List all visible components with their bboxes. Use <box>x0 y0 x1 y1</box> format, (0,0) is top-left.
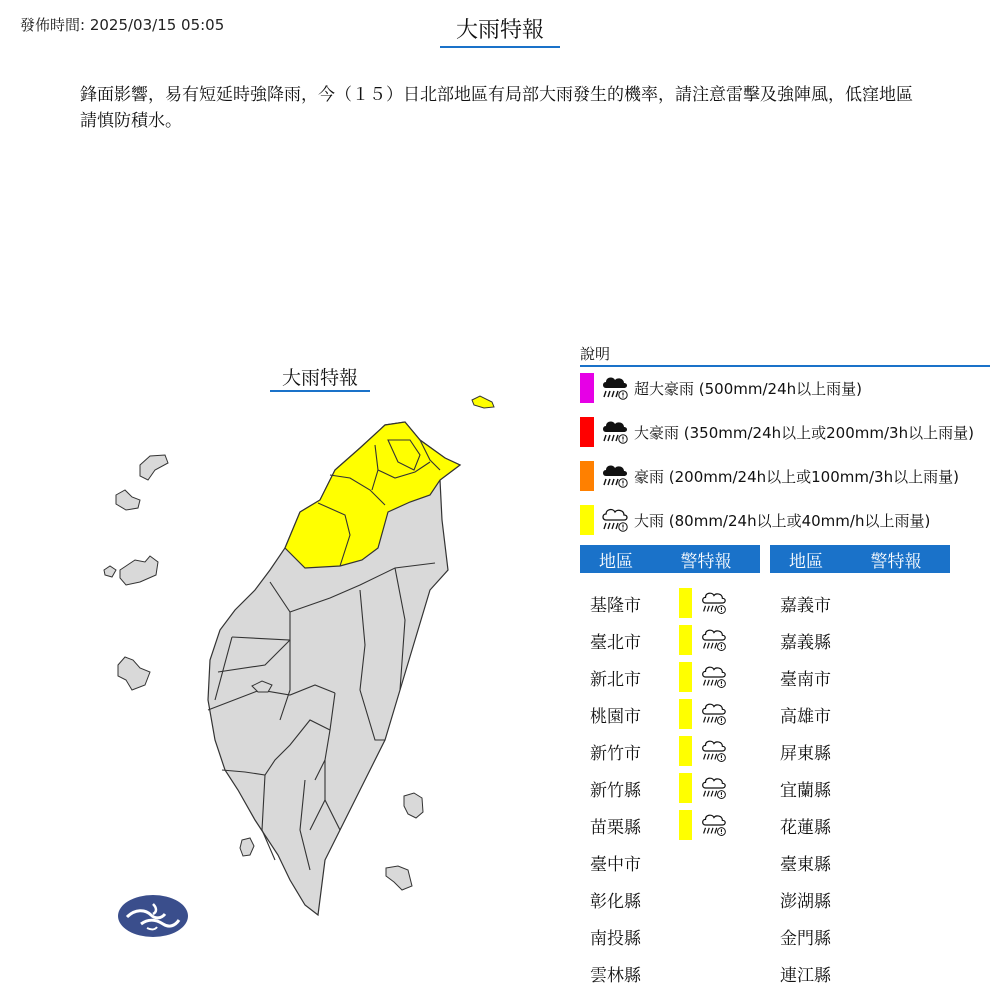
county-row <box>590 660 728 694</box>
county-row <box>780 660 850 694</box>
taiwan-warning-map <box>95 392 505 922</box>
column-header-warning: 警特報 <box>680 551 732 572</box>
county-name: 宜蘭縣 <box>780 780 831 801</box>
legend-color-swatch <box>580 461 594 491</box>
county-name: 花蓮縣 <box>780 817 831 838</box>
county-row <box>590 697 728 731</box>
county-row <box>590 956 660 990</box>
county-row <box>780 808 850 842</box>
table-header-left <box>580 545 760 573</box>
warning-level-bar <box>679 736 692 766</box>
county-row <box>780 845 850 879</box>
legend-label: 豪雨 (200mm/24h以上或100mm/3h以上雨量) <box>634 467 959 486</box>
column-header-region: 地區 <box>789 551 823 572</box>
extremely-torrential-rain-icon <box>598 372 630 404</box>
county-name: 金門縣 <box>780 928 831 949</box>
issue-time: 發佈時間: 2025/03/15 05:05 <box>20 16 225 34</box>
legend-item-extremely-torrential-rain <box>580 372 862 404</box>
county-row <box>780 882 850 916</box>
county-row <box>780 623 850 657</box>
legend-color-swatch <box>580 417 594 447</box>
county-name: 桃園市 <box>590 706 641 727</box>
county-name: 嘉義縣 <box>780 632 831 653</box>
county-name: 臺東縣 <box>780 854 831 875</box>
county-name: 連江縣 <box>780 965 831 986</box>
heavy-rain-icon <box>698 810 728 840</box>
county-name: 苗栗縣 <box>590 817 641 838</box>
county-name: 屏東縣 <box>780 743 831 764</box>
legend-item-heavy-rain <box>580 504 930 536</box>
county-row <box>590 808 728 842</box>
county-name: 基隆市 <box>590 595 641 616</box>
county-name: 新竹市 <box>590 743 641 764</box>
county-row <box>590 882 660 916</box>
county-row <box>780 586 850 620</box>
column-header-warning: 警特報 <box>870 551 922 572</box>
legend-label: 超大豪雨 (500mm/24h以上雨量) <box>634 379 862 398</box>
legend-color-swatch <box>580 373 594 403</box>
county-name: 臺南市 <box>780 669 831 690</box>
page-title: 大雨特報 <box>440 16 560 48</box>
county-name: 臺中市 <box>590 854 641 875</box>
legend-color-swatch <box>580 505 594 535</box>
county-name: 高雄市 <box>780 706 831 727</box>
county-row <box>780 956 850 990</box>
map-islet-north <box>472 396 494 408</box>
county-name: 南投縣 <box>590 928 641 949</box>
heavy-rain-icon <box>698 588 728 618</box>
warning-level-bar <box>679 699 692 729</box>
table-header-right <box>770 545 950 573</box>
extremely-heavy-rain-icon <box>598 460 630 492</box>
county-name: 澎湖縣 <box>780 891 831 912</box>
warning-description: 鋒面影響，易有短延時強降雨，今（１５）日北部地區有局部大雨發生的機率，請注意雷擊及強陣風，低窪地區請慎防積水。 <box>80 85 913 131</box>
heavy-rain-icon <box>698 773 728 803</box>
warning-level-bar <box>679 773 692 803</box>
column-header-region: 地區 <box>599 551 633 572</box>
county-row <box>590 919 660 953</box>
legend-label: 大豪雨 (350mm/24h以上或200mm/3h以上雨量) <box>634 423 974 442</box>
county-row <box>590 845 660 879</box>
warning-level-bar <box>679 810 692 840</box>
warning-level-bar <box>679 625 692 655</box>
torrential-rain-icon <box>598 416 630 448</box>
county-row <box>590 586 728 620</box>
county-name: 臺北市 <box>590 632 641 653</box>
heavy-rain-icon <box>698 736 728 766</box>
county-name: 雲林縣 <box>590 965 641 986</box>
county-name: 嘉義市 <box>780 595 831 616</box>
county-row <box>780 734 850 768</box>
county-name: 新北市 <box>590 669 641 690</box>
heavy-rain-icon <box>698 625 728 655</box>
county-row <box>590 734 728 768</box>
heavy-rain-icon <box>598 504 630 536</box>
county-row <box>780 697 850 731</box>
county-row <box>590 771 728 805</box>
warning-level-bar <box>679 662 692 692</box>
heavy-rain-icon <box>698 662 728 692</box>
map-title: 大雨特報 <box>270 366 370 392</box>
legend-title: 說明 <box>580 344 990 367</box>
county-row <box>590 623 728 657</box>
cwa-logo-icon <box>117 894 189 938</box>
legend-item-torrential-rain <box>580 416 974 448</box>
county-row <box>780 771 850 805</box>
heavy-rain-icon <box>698 699 728 729</box>
county-row <box>780 919 850 953</box>
county-name: 新竹縣 <box>590 780 641 801</box>
legend-label: 大雨 (80mm/24h以上或40mm/h以上雨量) <box>634 511 931 530</box>
warning-level-bar <box>679 588 692 618</box>
county-name: 彰化縣 <box>590 891 641 912</box>
legend-item-extremely-heavy-rain <box>580 460 959 492</box>
